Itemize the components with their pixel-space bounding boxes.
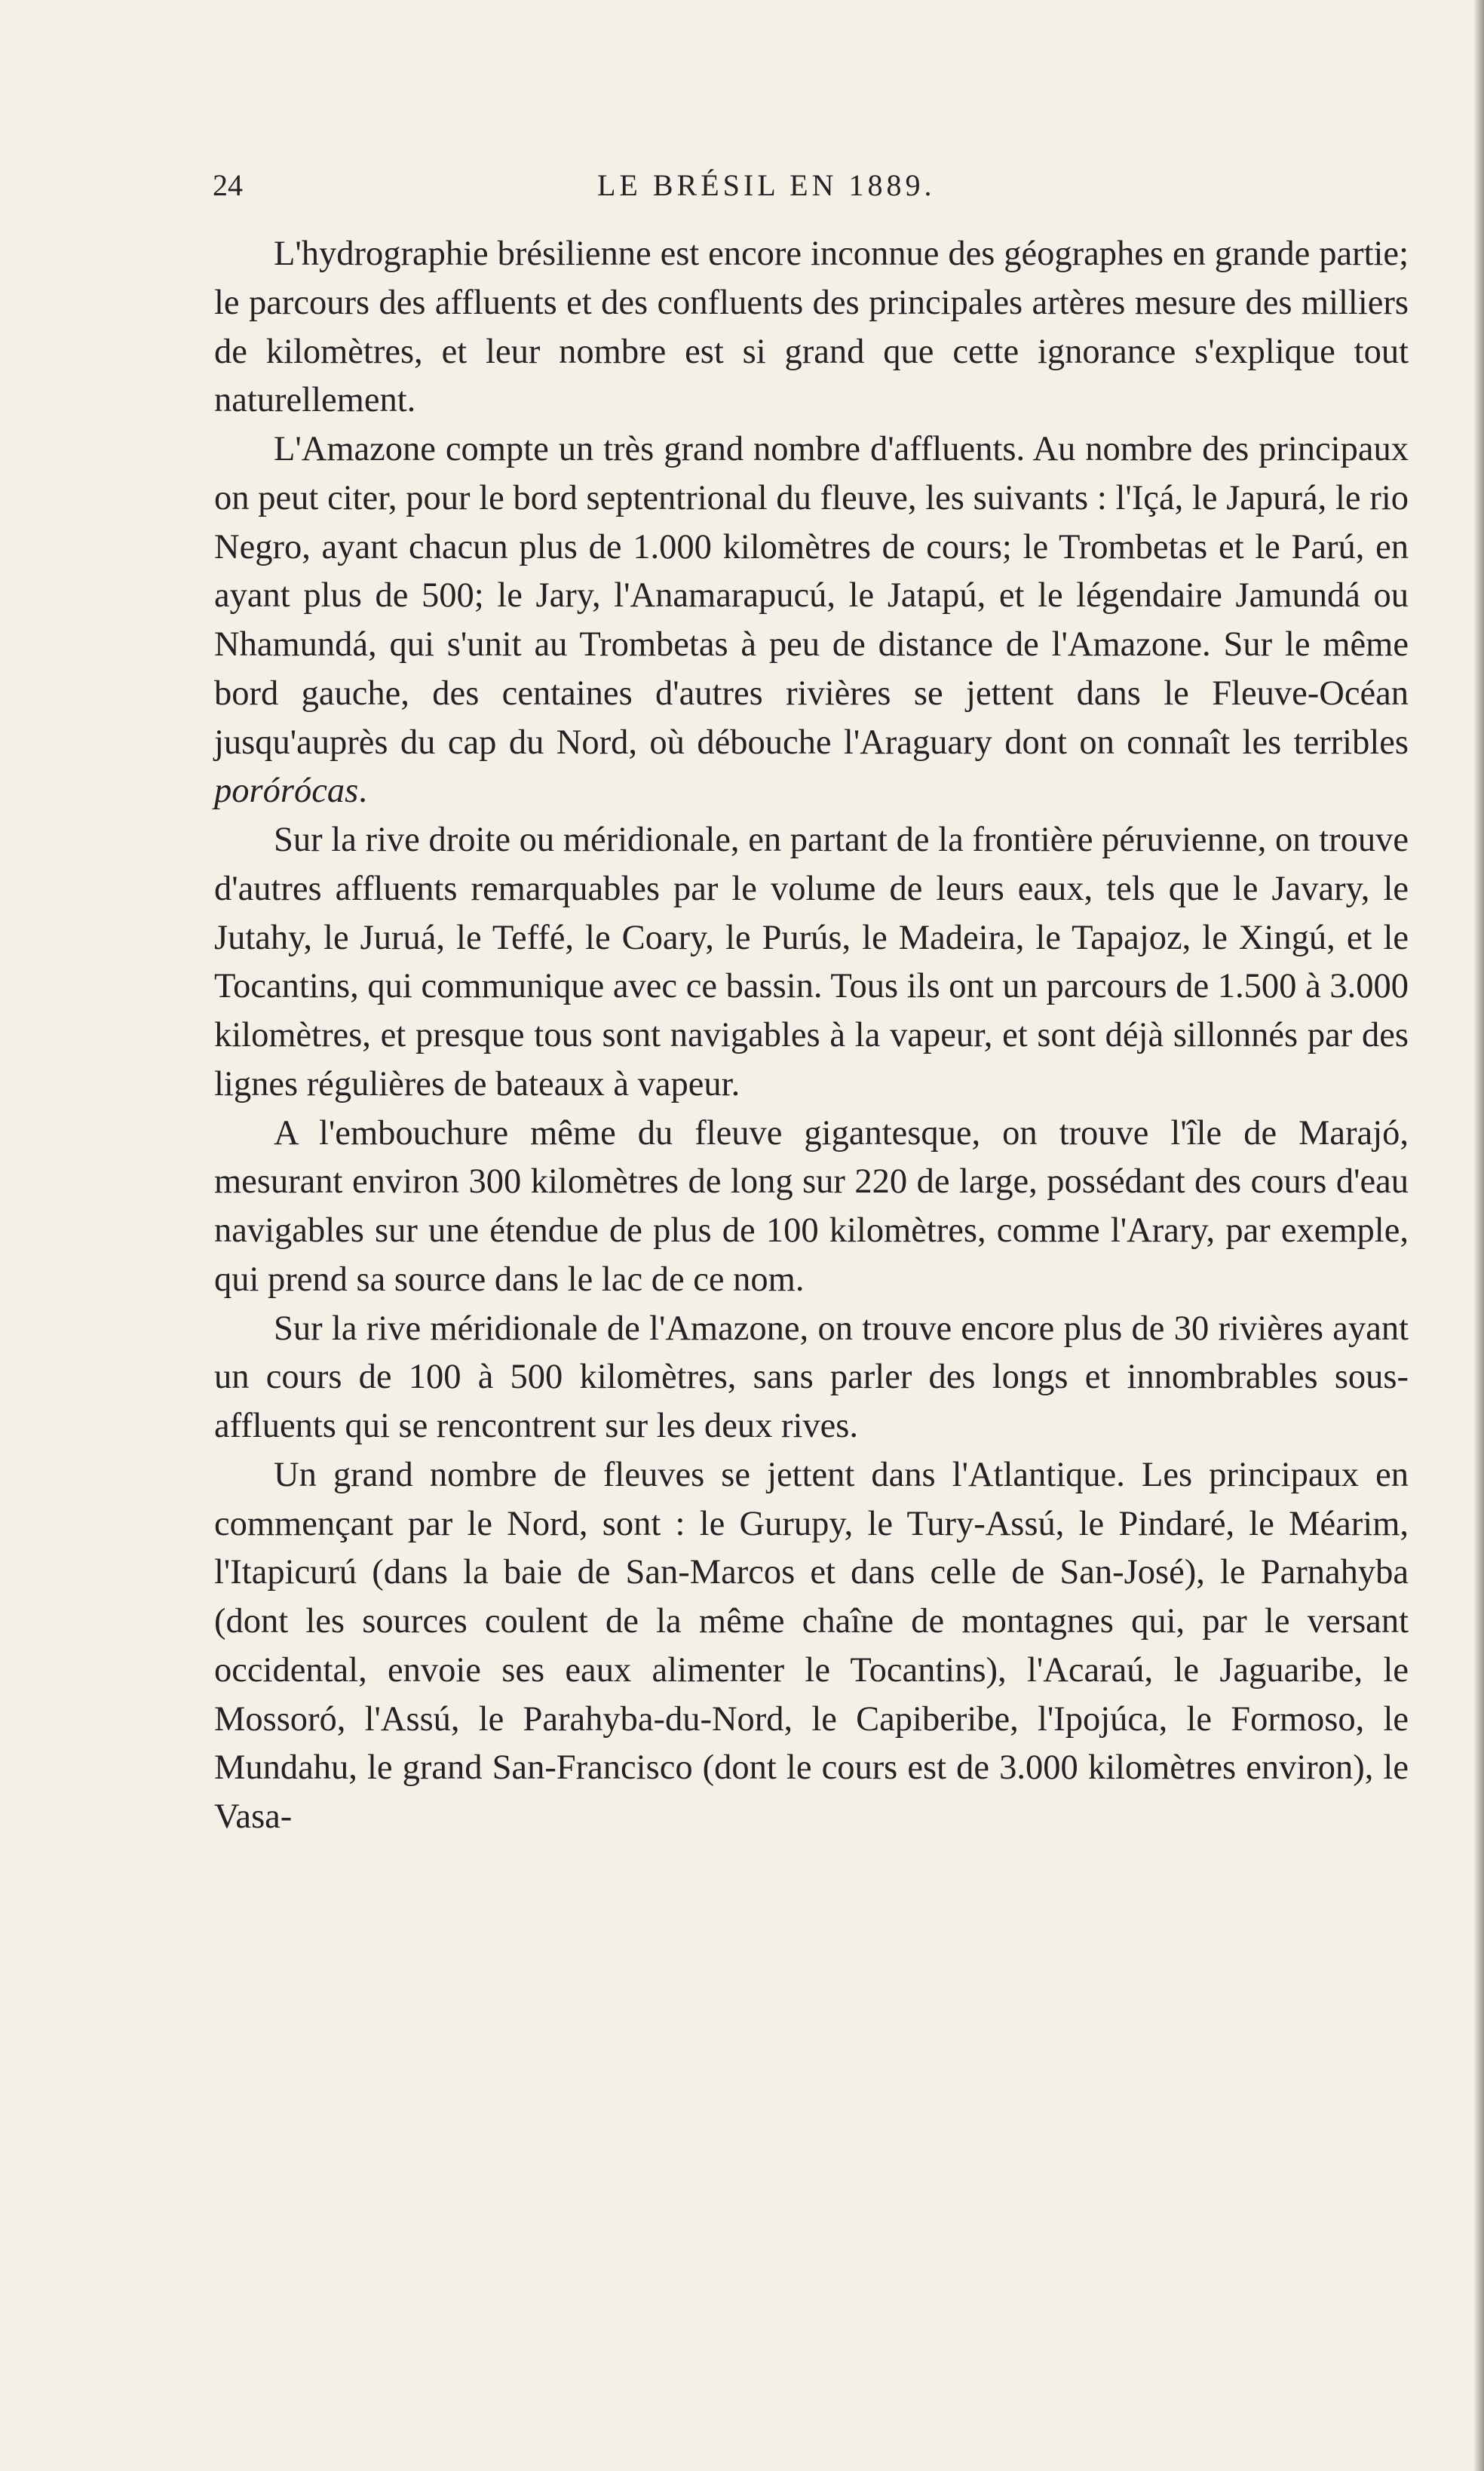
running-head: [213, 163, 1004, 208]
paragraph-text-before: L'Amazone compte un très grand nombre d'affluents. Au nombre des principaux on peut citer, pour le bord septentrional du fleuve, les suivants : l'Içá, le Japurá, le rio Negro, ayant chacun plus de 1.000 kilomètres de cours; le Trombetas et le Parú, en ayant plus de 500; le Jary, l'Anamarapucú, le Jatapú, et le légendaire Jamundá ou Nhamundá, qui s'unit au Trombetas à peu de distance de l'Amazone. Sur le même bord gauche, des centaines d'autres rivières se jettent dans le Fleuve-Océan jusqu'auprès du cap du Nord, où débouche l'Araguary dont on connaît les terribles: [214, 430, 1409, 762]
body-text: [214, 230, 1409, 1842]
page-number: 24: [213, 168, 243, 202]
paragraph-amazon-north-tributaries: [214, 425, 1409, 816]
paragraph-text-after: .: [358, 772, 367, 811]
paragraph-atlantic-rivers: Un grand nombre de fleuves se jettent dans l'Atlantique. Les principaux en commençant par le Nord, sont : le Gurupy, le Tury-Assú, le Pindaré, le Méarim, l'Itapicurú (dans la baie de San-Marcos et dans celle de San-José), le Parnahyba (dont les sources coulent de la même chaîne de montagnes qui, par le versant occidental, envoie ses eaux alimenter le Tocantins), l'Acaraú, le Jaguaribe, le Mossoró, l'Assú, le Parahyba-du-Nord, le Capiberibe, l'Ipojúca, le Formoso, le Mundahu, le grand San-Francisco (dont le cours est de 3.000 kilomètres environ), le Vasa-: [214, 1455, 1409, 1836]
running-title: LE BRÉSIL EN 1889.: [597, 168, 936, 202]
paragraph-hydrography: L'hydrographie brésilienne est encore inconnue des géographes en grande partie; le parcours des affluents et des confluents des principales artères mesure des milliers de kilomètres, et leur nombre est si grand que cette ignorance s'explique tout naturellement.: [214, 235, 1409, 420]
paragraph-amazon-south-tributaries: Sur la rive droite ou méridionale, en partant de la frontière péruvienne, on trouve d'autres affluents remarquables par le volume de leurs eaux, tels que le Javary, le Jutahy, le Juruá, le Teffé, le Coary, le Purús, le Madeira, le Tapajoz, le Xingú, et le Tocantins, qui communique avec ce bassin. Tous ils ont un parcours de 1.500 à 3.000 kilomètres, et presque tous sont navigables à la vapeur, et sont déjà sillonnés par des lignes régulières de bateaux à vapeur.: [214, 821, 1409, 1104]
italic-term-pororocas: porórócas: [214, 772, 359, 811]
page-edge-shadow: [1473, 0, 1484, 2471]
paragraph-marajo-island: A l'embouchure même du fleuve gigantesque, on trouve l'île de Marajó, mesurant environ 300 kilomètres de long sur 220 de large, possédant des cours d'eau navigables sur une étendue de plus de 100 kilomètres, comme l'Arary, par exemple, qui prend sa source dans le lac de ce nom.: [214, 1113, 1409, 1299]
paragraph-southern-rivers: Sur la rive méridionale de l'Amazone, on trouve encore plus de 30 rivières ayant un cours de 100 à 500 kilomètres, sans parler des longs et innombrables sous-affluents qui se rencontrent sur les deux rives.: [214, 1309, 1409, 1445]
